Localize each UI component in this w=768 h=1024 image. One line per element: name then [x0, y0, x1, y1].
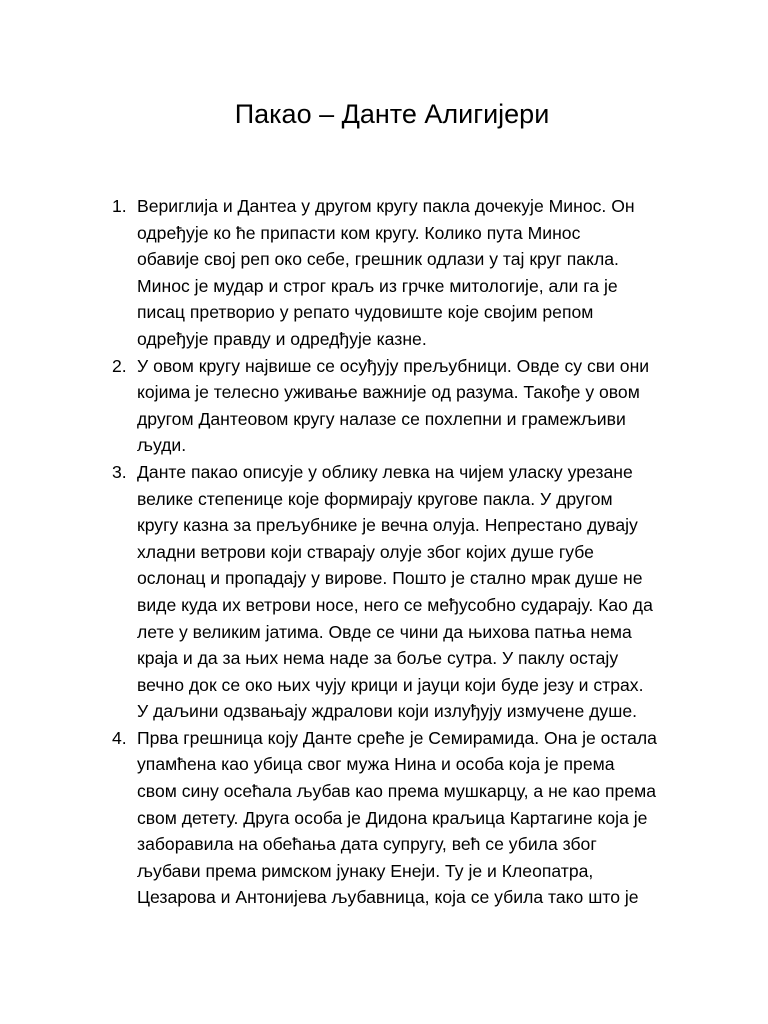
text-line: писац претворио у репато чудовиште које својим репом [137, 302, 594, 323]
text-line: ослонац и пропадају у вирове. Пошто је стално мрак душе не [137, 568, 643, 589]
text-line: велике степенице које формирају кругове пакла. У другом [137, 488, 613, 509]
text-line: одређује ко ће припасти ком кругу. Колико пута Минос [137, 222, 581, 243]
text-line: одређује правду и одредђује казне. [137, 328, 427, 349]
text-line: људи. [137, 435, 187, 456]
text-line: кругу казна за прељубнике је вечна олуја. Непрестано дувају [137, 515, 638, 536]
text-line: вечно док се око њих чују крици и јауци који буде језу и страх. [137, 674, 644, 695]
text-line: У овом кругу највише се осуђују прељубници. Овде су сви они [137, 355, 650, 376]
list-item-number: 4. [112, 727, 127, 748]
text-line: Вериглија и Дантеа у другом кругу пакла дочекује Минос. Он [137, 196, 635, 216]
text-line: хладни ветрови који стварају олује због којих душе губе [137, 541, 594, 562]
text-line: Данте пакао описује у облику левка на чијем уласку урезане [137, 461, 633, 482]
text-line: љубави према римском јунаку Енеји. Ту је и Клеопатра, [137, 860, 594, 881]
numbered-list [112, 193, 682, 911]
text-line: лете у великим јатима. Овде се чини да њихова патња нема [137, 621, 632, 642]
list-item-number: 3. [112, 461, 127, 482]
text-line: Минос је мудар и строг краљ из грчке митологије, али га је [137, 275, 618, 296]
text-line: другом Дантеовом кругу налазе се похлепни и грамежљиви [137, 408, 626, 429]
list-item [112, 459, 682, 725]
text-line: краја и да за њих нема наде за боље сутра. У паклу остају [137, 648, 619, 669]
text-line: свом детету. Друга особа је Дидона краљица Картагине која је [137, 807, 648, 828]
text-line: виде куда их ветрови носе, него се међусобно сударају. Као да [137, 594, 653, 615]
list-item-number: 1. [112, 196, 127, 216]
list-item [112, 353, 682, 459]
list-item-number: 2. [112, 355, 127, 376]
text-line: заборавила на обећања дата супругу, већ се убила због [137, 834, 597, 855]
text-line: У даљини одзвањају ждралови који излуђују измучене душе. [137, 701, 637, 722]
text-line: упамћена као убица свог мужа Нина и особа која је према [137, 754, 615, 775]
document-title: Пакао – Данте Алигијери [234, 99, 550, 129]
text-line: обавије свој реп око себе, грешник одлази у тај круг пакла. [137, 249, 619, 270]
list-item [112, 725, 682, 911]
text-line: Прва грешница коју Данте среће је Семирамида. Она је остала [137, 727, 657, 748]
text-line: свом сину осећала љубав као према мушкарцу, а не као према [137, 781, 656, 802]
text-line: којима је телесно уживање важније од разума. Такође у овом [137, 382, 640, 403]
list-item [112, 193, 682, 353]
text-line: Цезарова и Антонијева љубавница, која се убила тако што је [137, 887, 639, 908]
